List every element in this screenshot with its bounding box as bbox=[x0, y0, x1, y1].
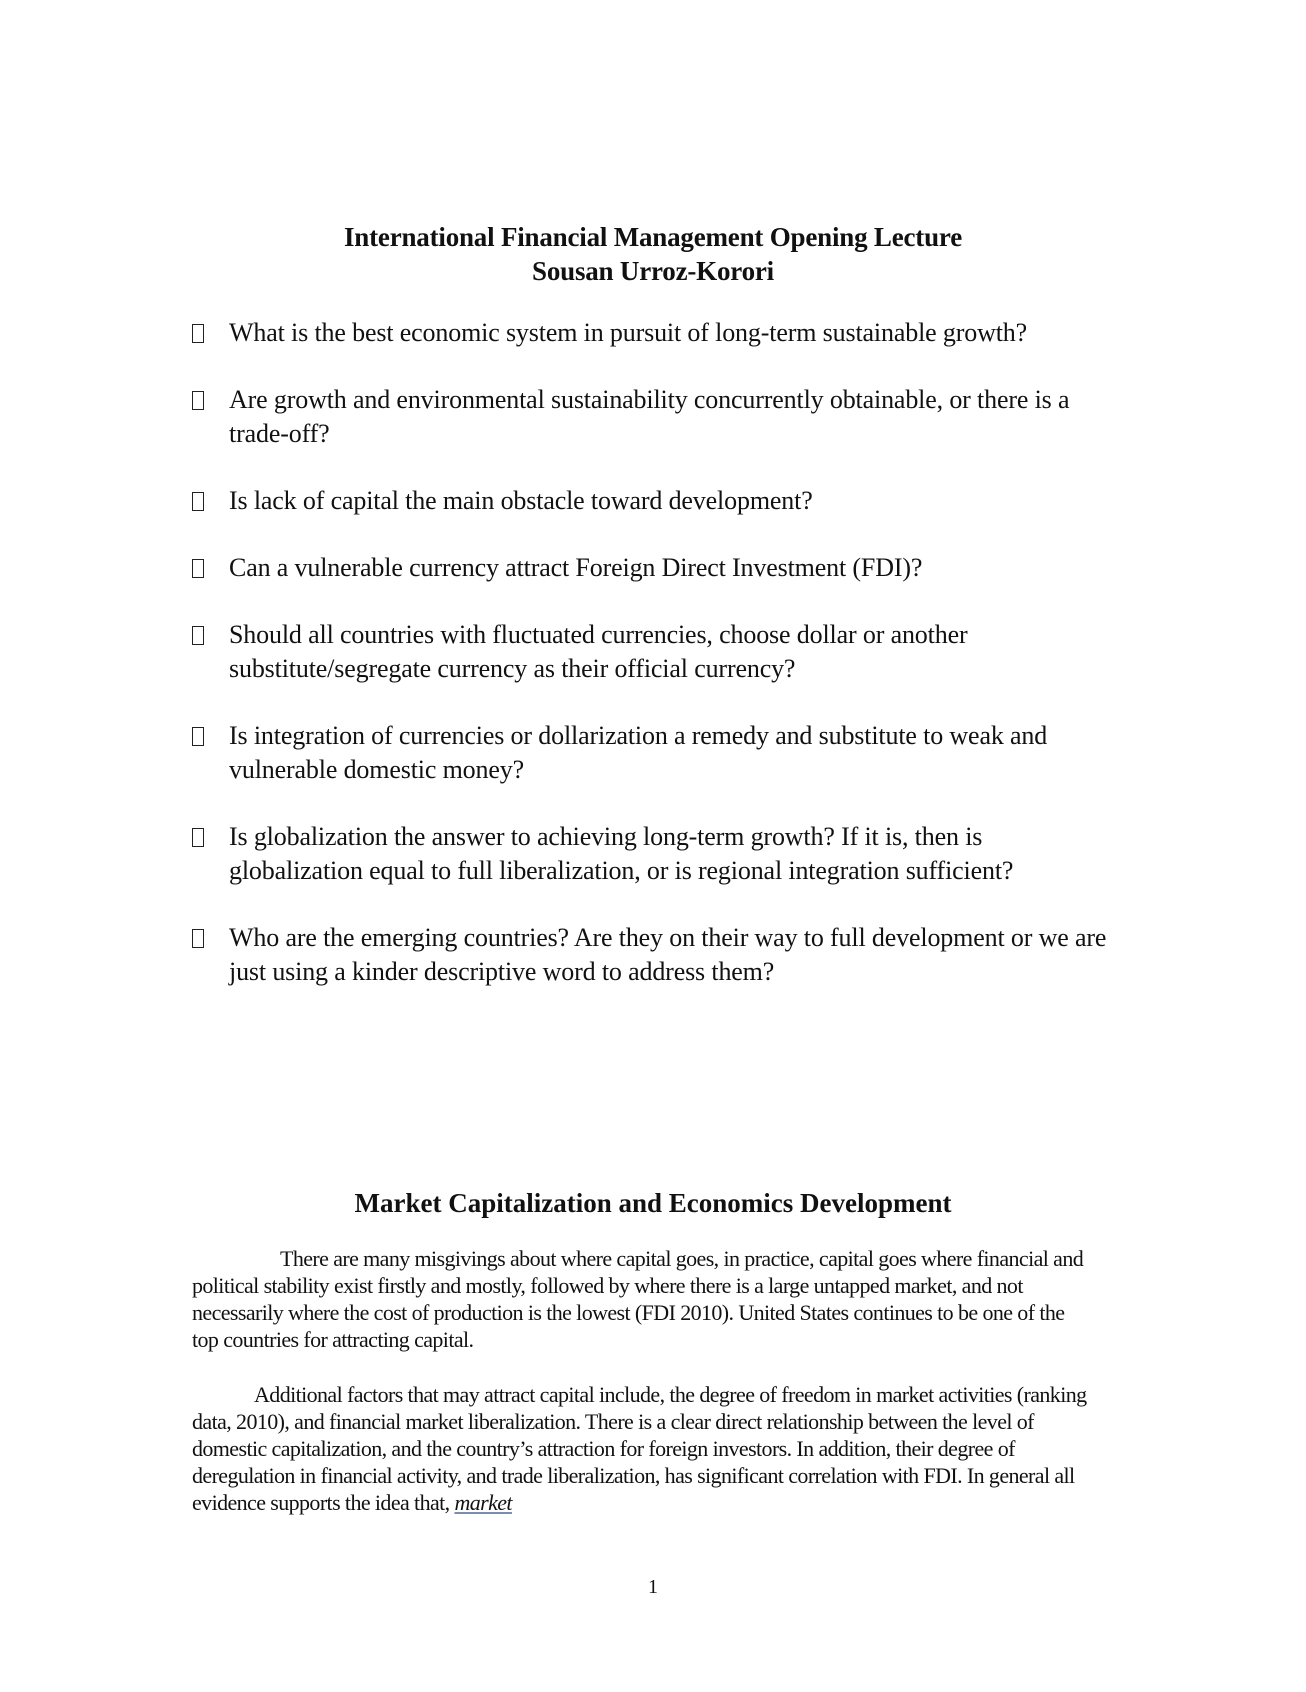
paragraph-2-text: Additional factors that may attract capital include, the degree of freedom in market activities (ranking data, 2010), and financial market liberalization. There is a clear direct relationship between the level of domestic capitalization, and the country’s attraction for foreign investors. In addition, their degree of deregulation in financial activity, and trade liberalization, has significant correlation with FDI. In general all evidence supports the idea that, bbox=[192, 1382, 1087, 1515]
bullet-box-icon bbox=[192, 492, 204, 511]
question-text: Is lack of capital the main obstacle toward development? bbox=[229, 486, 813, 515]
question-text: Who are the emerging countries? Are they on their way to full development or we are just using a kinder descriptive word to address them? bbox=[229, 923, 1107, 986]
bullet-box-icon bbox=[192, 559, 204, 578]
bullet-box-icon bbox=[192, 828, 204, 847]
market-link[interactable]: market bbox=[454, 1490, 512, 1515]
list-item bbox=[190, 618, 1110, 686]
bullet-box-icon bbox=[192, 391, 204, 410]
document-author: Sousan Urroz-Korori bbox=[532, 256, 774, 286]
document-title: International Financial Management Opening Lecture bbox=[344, 222, 962, 252]
question-text: What is the best economic system in pursuit of long-term sustainable growth? bbox=[229, 318, 1028, 347]
list-item bbox=[190, 316, 1110, 350]
bullet-box-icon bbox=[192, 626, 204, 645]
bullet-box-icon bbox=[192, 727, 204, 746]
question-text: Can a vulnerable currency attract Foreign Direct Investment (FDI)? bbox=[229, 553, 923, 582]
page-number: 1 bbox=[648, 1576, 658, 1598]
bullet-box-icon bbox=[192, 324, 204, 343]
list-item bbox=[190, 383, 1110, 451]
question-text: Is globalization the answer to achieving long-term growth? If it is, then is globalization equal to full liberalization, or is regional integration sufficient? bbox=[229, 822, 1014, 885]
list-item bbox=[190, 921, 1110, 989]
list-item bbox=[190, 820, 1110, 888]
section-heading: Market Capitalization and Economics Development bbox=[354, 1188, 952, 1218]
title-block bbox=[0, 220, 1306, 288]
bullet-box-icon bbox=[192, 929, 204, 948]
question-list bbox=[190, 316, 1110, 1022]
question-text: Should all countries with fluctuated currencies, choose dollar or another substitute/segregate currency as their official currency? bbox=[229, 620, 968, 683]
question-text: Are growth and environmental sustainability concurrently obtainable, or there is a trade-off? bbox=[229, 385, 1070, 448]
paragraph-2 bbox=[192, 1381, 1092, 1516]
list-item bbox=[190, 719, 1110, 787]
paragraph-1: There are many misgivings about where capital goes, in practice, capital goes where financial and political stability exist firstly and mostly, followed by where there is a large untapped market, and not necessarily where the cost of production is the lowest (FDI 2010). United States continues to be one of the top countries for attracting capital. bbox=[192, 1246, 1084, 1352]
list-item bbox=[190, 484, 1110, 518]
question-text: Is integration of currencies or dollarization a remedy and substitute to weak and vulnerable domestic money? bbox=[229, 721, 1048, 784]
list-item bbox=[190, 551, 1110, 585]
